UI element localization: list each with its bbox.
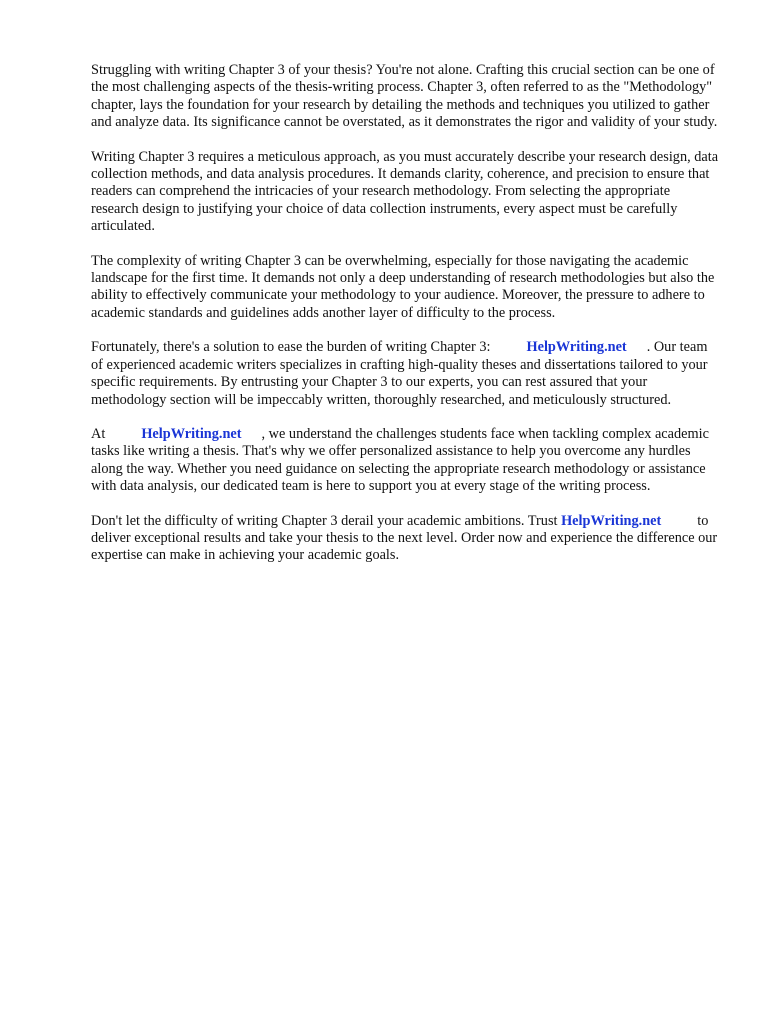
- paragraph-requirements: Writing Chapter 3 requires a meticulous approach, as you must accurately describe your research design, data collection methods, and data analysis procedures. It demands clarity, coherence, and precision to ensure that readers can comprehend the intricacies of your research methodology. From selecting the appropriate research design to justifying your choice of data collection instruments, every aspect must be carefully articulated.: [91, 148, 719, 235]
- paragraph-support: [91, 426, 721, 496]
- helpwriting-link-1[interactable]: HelpWriting.net: [526, 339, 627, 356]
- paragraph-closing-lead: Don't let the difficulty of writing Chapter 3 derail your academic ambitions. Trust: [91, 512, 558, 529]
- paragraph-support-lead: At: [91, 425, 106, 442]
- paragraph-closing-rest: to deliver exceptional results and take your thesis to the next level. Order now and experience the difference our expertise can make in achieving your academic goals.: [91, 512, 718, 564]
- paragraph-solution-rest: . Our team of experienced academic writers specializes in crafting high-quality theses and dissertations tailored to your specific requirements. By entrusting your Chapter 3 to our experts, you can rest assured that your methodology section will be impeccably written, thoroughly researched, and meticulously structured.: [91, 339, 708, 408]
- paragraph-intro: Struggling with writing Chapter 3 of your thesis? You're not alone. Crafting this crucial section can be one of the most challenging aspects of the thesis-writing process. Chapter 3, often referred to as the "Methodology" chapter, lays the foundation for your research by detailing the methods and techniques you utilized to gather and analyze data. Its significance cannot be overstated, as it demonstrates the rigor and validity of your study.: [91, 62, 718, 131]
- paragraph-complexity: The complexity of writing Chapter 3 can be overwhelming, especially for those navigating the academic landscape for the first time. It demands not only a deep understanding of research methodologies but also the ability to effectively communicate your methodology to your audience. Moreover, the pressure to adhere to academic standards and guidelines adds another layer of difficulty to the process.: [91, 252, 715, 321]
- paragraph-support-rest: , we understand the challenges students face when tackling complex academic tasks like writing a thesis. That's why we offer personalized assistance to help you overcome any hurdles along the way. Whether you need guidance on selecting the appropriate research methodology or assistance with data analysis, our dedicated team is here to support you at every stage of the writing process.: [91, 425, 709, 495]
- paragraph-solution: [91, 339, 721, 409]
- paragraph-closing: [91, 513, 721, 565]
- helpwriting-link-2[interactable]: HelpWriting.net: [141, 425, 242, 442]
- document-body: [91, 62, 721, 582]
- paragraph-solution-lead: Fortunately, there's a solution to ease the burden of writing Chapter 3:: [91, 339, 491, 356]
- helpwriting-link-3[interactable]: HelpWriting.net: [561, 512, 662, 529]
